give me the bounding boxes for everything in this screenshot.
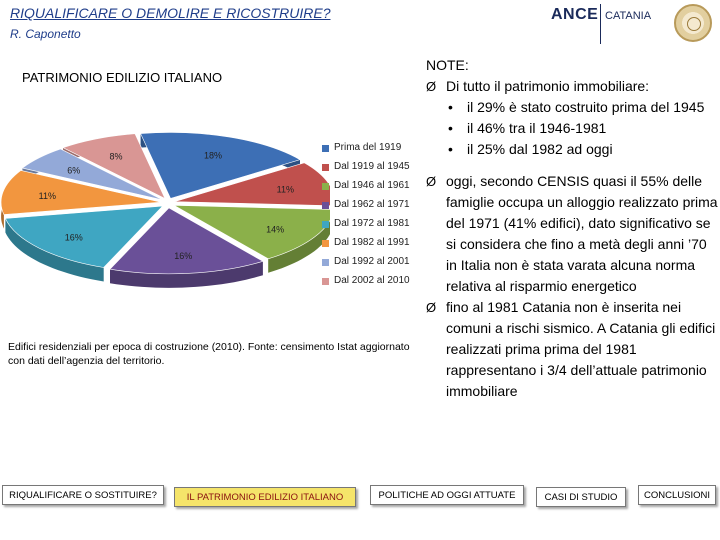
note-sub-1	[426, 97, 718, 118]
note-point-3-text: fino al 1981 Catania non è inserita nei comuni a rischi sismico. A Catania gli edifici realizzati prima prima del 1981 rappresentano i 3/4 dell’attuale patrimonio immobiliare	[446, 299, 716, 399]
pie-data-label: 11%	[276, 184, 294, 195]
pie-data-label: 16%	[64, 232, 83, 243]
legend-item	[320, 273, 420, 291]
note-point-1	[426, 76, 718, 97]
legend-label: Prima del 1919	[334, 142, 402, 153]
legend-item	[320, 140, 420, 158]
chart-title: PATRIMONIO EDILIZIO ITALIANO	[22, 70, 223, 85]
note-sub-1-text: il 29% è stato costruito prima del 1945	[467, 99, 705, 115]
legend-label: Dal 1946 al 1961	[334, 180, 410, 191]
nav-button-riqualificare[interactable]: RIQUALIFICARE O SOSTITUIRE?	[2, 485, 164, 505]
dot-bullet-icon: •	[448, 99, 453, 115]
legend-swatch	[322, 278, 329, 285]
presentation-title: RIQUALIFICARE O DEMOLIRE E RICOSTRUIRE?	[10, 5, 331, 21]
legend-item	[320, 216, 420, 234]
seal-icon	[674, 4, 712, 42]
legend-item	[320, 197, 420, 215]
note-point-2-text: oggi, secondo CENSIS quasi il 55% delle famiglie occupa un alloggio realizzato prima del 1971 (41% edifici), dato significativo se si considera che fino a metà degli anni ’70 in Italia non è stata varata alcuna norma relativa al risparmio energetico	[446, 173, 718, 294]
legend-item	[320, 159, 420, 177]
legend-swatch	[322, 164, 329, 171]
legend-item	[320, 235, 420, 253]
author-name: R. Caponetto	[10, 27, 81, 41]
chart-caption: Edifici residenziali per epoca di costruzione (2010). Fonte: censimento Istat aggiornato con dati dell’agenzia del territorio.	[8, 341, 410, 367]
legend-label: Dal 2002 al 2010	[334, 275, 410, 286]
dot-bullet-icon: •	[448, 120, 453, 136]
note-sub-2-text: il 46% tra il 1946-1981	[467, 120, 607, 136]
note-point-3	[426, 297, 718, 402]
notes-panel	[426, 55, 718, 402]
ance-catania-logo	[548, 2, 716, 46]
legend-label: Dal 1972 al 1981	[334, 218, 410, 229]
note-sub-3-text: il 25% dal 1982 ad oggi	[467, 141, 613, 157]
pie-data-label: 11%	[38, 190, 56, 201]
legend-label: Dal 1992 al 2001	[334, 256, 410, 267]
logo-divider	[600, 4, 601, 44]
legend-label: Dal 1962 al 1971	[334, 199, 410, 210]
pie-data-label: 14%	[266, 224, 285, 235]
legend-label: Dal 1919 al 1945	[334, 161, 410, 172]
logo-ance-text: ANCE	[551, 6, 599, 23]
legend-swatch	[322, 240, 329, 247]
legend-item	[320, 178, 420, 196]
note-point-2	[426, 171, 718, 297]
note-sub-2	[426, 118, 718, 139]
pie-chart	[0, 125, 330, 310]
note-sub-3	[426, 139, 718, 160]
nav-button-casi-di-studio[interactable]: CASI DI STUDIO	[536, 487, 626, 507]
nav-button-politiche[interactable]: POLITICHE AD OGGI ATTUATE	[370, 485, 524, 505]
dot-bullet-icon: •	[448, 141, 453, 157]
pie-data-label: 16%	[174, 251, 193, 261]
legend-swatch	[322, 202, 329, 209]
legend-swatch	[322, 259, 329, 266]
pie-data-label: 6%	[67, 165, 81, 176]
arrow-bullet-icon: Ø	[426, 79, 437, 94]
pie-data-label: 8%	[109, 151, 123, 162]
note-point-1-text: Di tutto il patrimonio immobiliare:	[446, 78, 650, 94]
nav-button-conclusioni[interactable]: CONCLUSIONI	[638, 485, 716, 505]
pie-data-label: 18%	[203, 150, 223, 161]
notes-title: NOTE:	[426, 57, 469, 73]
legend-swatch	[322, 183, 329, 190]
arrow-bullet-icon: Ø	[426, 174, 437, 189]
legend-swatch	[322, 221, 329, 228]
nav-button-patrimonio[interactable]: IL PATRIMONIO EDILIZIO ITALIANO	[174, 487, 356, 507]
arrow-bullet-icon: Ø	[426, 300, 437, 315]
legend-label: Dal 1982 al 1991	[334, 237, 410, 248]
logo-city-text: CATANIA	[605, 10, 652, 22]
legend-item	[320, 254, 420, 272]
legend-swatch	[322, 145, 329, 152]
